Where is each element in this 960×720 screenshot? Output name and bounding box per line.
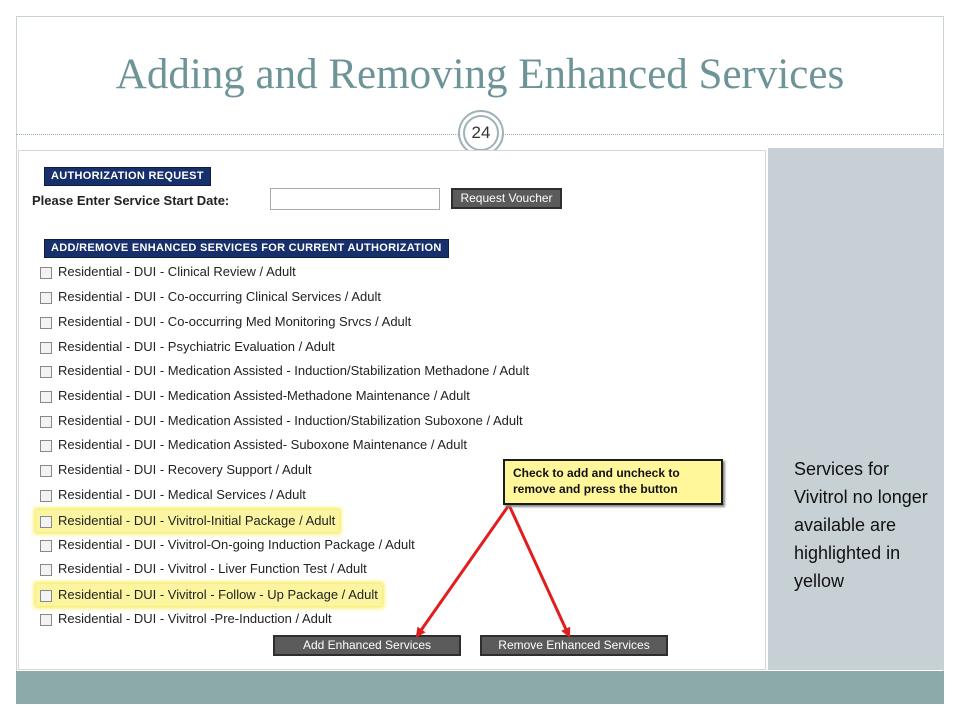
service-label: Residential - DUI - Medication Assisted - Induction/Stabilization Suboxone / Adult	[58, 413, 523, 428]
service-label: Residential - DUI - Vivitrol-On-going Induction Package / Adult	[58, 537, 415, 552]
instruction-callout: Check to add and uncheck to remove and press the button	[503, 459, 723, 505]
service-label: Residential - DUI - Vivitrol -Pre-Induction / Adult	[58, 611, 332, 626]
authorization-section-header: AUTHORIZATION REQUEST	[44, 167, 211, 186]
side-note: Services for Vivitrol no longer available are highlighted in yellow	[794, 459, 928, 591]
arrow-to-remove-button	[509, 505, 569, 636]
remove-enhanced-services-button[interactable]: Remove Enhanced Services	[480, 635, 668, 656]
service-label: Residential - DUI - Vivitrol-Initial Package / Adult	[58, 513, 336, 528]
service-label: Residential - DUI - Psychiatric Evaluation / Adult	[58, 339, 335, 354]
slide-title: Adding and Removing Enhanced Services	[115, 51, 845, 98]
service-label: Residential - DUI - Recovery Support / Adult	[58, 462, 312, 477]
service-label: Residential - DUI - Medication Assisted- Suboxone Maintenance / Adult	[58, 437, 467, 452]
service-label: Residential - DUI - Medication Assisted-Methadone Maintenance / Adult	[58, 388, 470, 403]
enhanced-services-section-header: ADD/REMOVE ENHANCED SERVICES FOR CURRENT AUTHORIZATION	[44, 239, 449, 258]
request-voucher-button[interactable]: Request Voucher	[451, 188, 562, 209]
service-start-date-label: Please Enter Service Start Date:	[32, 193, 230, 208]
service-label: Residential - DUI - Co-occurring Med Monitoring Srvcs / Adult	[58, 314, 412, 329]
service-label: Residential - DUI - Co-occurring Clinical Services / Adult	[58, 289, 381, 304]
service-label: Residential - DUI - Clinical Review / Adult	[58, 264, 296, 279]
arrow-to-add-button	[417, 505, 509, 636]
add-enhanced-services-button[interactable]: Add Enhanced Services	[273, 635, 461, 656]
service-label: Residential - DUI - Medication Assisted - Induction/Stabilization Methadone / Adult	[58, 363, 530, 378]
service-label: Residential - DUI - Medical Services / Adult	[58, 487, 306, 502]
service-label: Residential - DUI - Vivitrol - Follow - Up Package / Adult	[58, 587, 378, 602]
page-number: 24	[463, 115, 499, 151]
service-label: Residential - DUI - Vivitrol - Liver Function Test / Adult	[58, 561, 367, 576]
